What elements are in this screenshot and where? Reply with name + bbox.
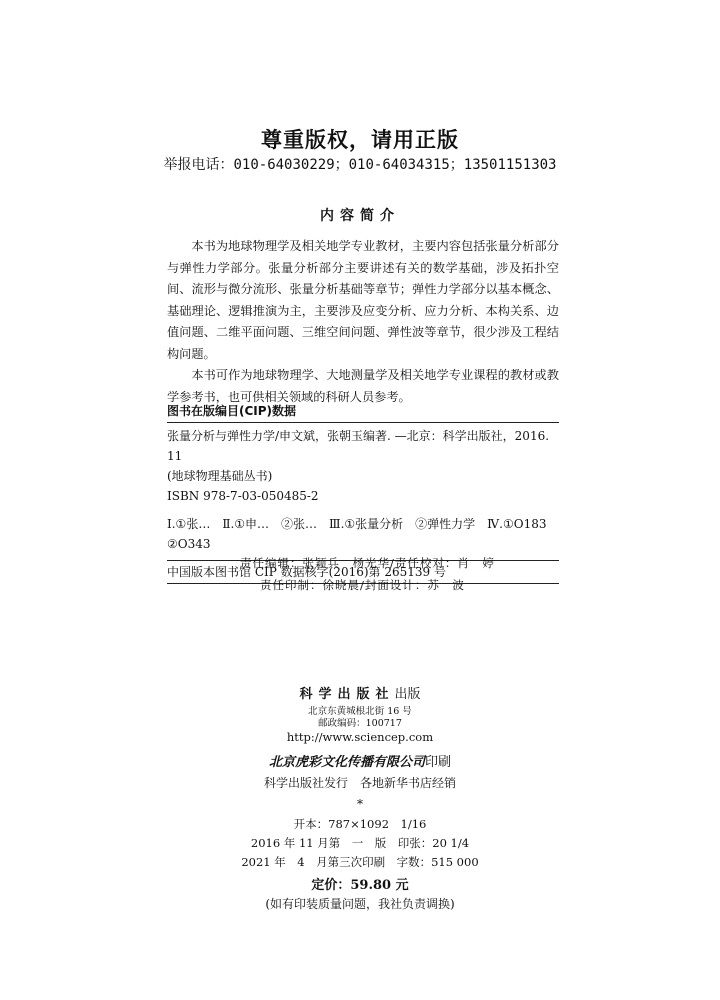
- publisher-name-suffix: 出版: [394, 687, 421, 702]
- publisher-postcode: 邮政编码：100717: [318, 718, 402, 729]
- copyright-title: 尊重版权，请用正版: [261, 128, 459, 152]
- cip-title-line: 张量分析与弹性力学/申文斌，张朝玉编著. —北京：科学出版社，2016. 11: [167, 429, 550, 463]
- cip-isbn-line: ISBN 978-7-03-050485-2: [167, 489, 319, 503]
- printing-line: 2021 年 4 月第三次印刷 字数：515 000: [241, 855, 479, 869]
- abstract-heading: 内容简介: [320, 208, 400, 224]
- distribution-line: 科学出版社发行 各地新华书店经销: [263, 776, 456, 790]
- format-line: 开本：787×1092 1/16: [293, 817, 427, 831]
- separator-star: *: [357, 797, 363, 811]
- editors-block: [240, 552, 495, 596]
- report-phone: 举报电话：010-64030229；010-64034315；13501151303: [163, 157, 557, 173]
- editors-line-2: 责任印制：徐晓晨/封面设计：苏 波: [260, 578, 465, 592]
- abstract-paragraph-1: 本书为地球物理学及相关地学专业教材，主要内容包括张量分析部分与弹性力学部分。张量分析部分主要讲述有关的数学基础，涉及拓扑空间、流形与微分流形、张量分析基础等章节；弹性力学部分以基本概念、基础理论、逻辑推演为主，主要涉及应变分析、应力分析、本构关系、边值问题、二维平面问题、三维空间问题、弹性波等章节，很少涉及工程结构问题。: [167, 239, 559, 361]
- cip-record-number: 中国版本图书馆 CIP 数据核字(2016)第 265139 号: [167, 560, 559, 584]
- abstract: [167, 236, 559, 408]
- publisher-url: http://www.sciencep.com: [286, 730, 434, 744]
- cip-classification-continued: ②O343: [167, 537, 211, 551]
- cip-classification-line: Ⅰ.①张… Ⅱ.①申… ②张… Ⅲ.①张量分析 ②弹性力学 Ⅳ.①O183: [167, 517, 547, 531]
- printer-name: 北京虎彩文化传播有限公司: [268, 755, 425, 770]
- publisher-name: 科学出版社: [299, 687, 395, 702]
- cip-series-line: (地球物理基础丛书): [167, 469, 273, 483]
- cip-heading: 图书在版编目(CIP)数据: [167, 402, 559, 423]
- abstract-paragraph-2: 本书可作为地球物理学、大地测量学及相关地学专业课程的教材或教学参考书，也可供相关领域的科研人员参考。: [167, 368, 559, 404]
- publisher-address: 北京东黄城根北街 16 号: [308, 706, 412, 717]
- editors-line-1: 责任编辑：张颖兵 杨光华/责任校对：肖 婷: [240, 556, 495, 570]
- printer-suffix: 印刷: [425, 755, 452, 770]
- price-line: 定价：59.80 元: [311, 878, 409, 893]
- publisher-block: [0, 683, 720, 912]
- edition-line: 2016 年 11 月第 一 版 印张：20 1/4: [250, 836, 470, 850]
- quality-notice: (如有印装质量问题，我社负责调换): [265, 897, 455, 911]
